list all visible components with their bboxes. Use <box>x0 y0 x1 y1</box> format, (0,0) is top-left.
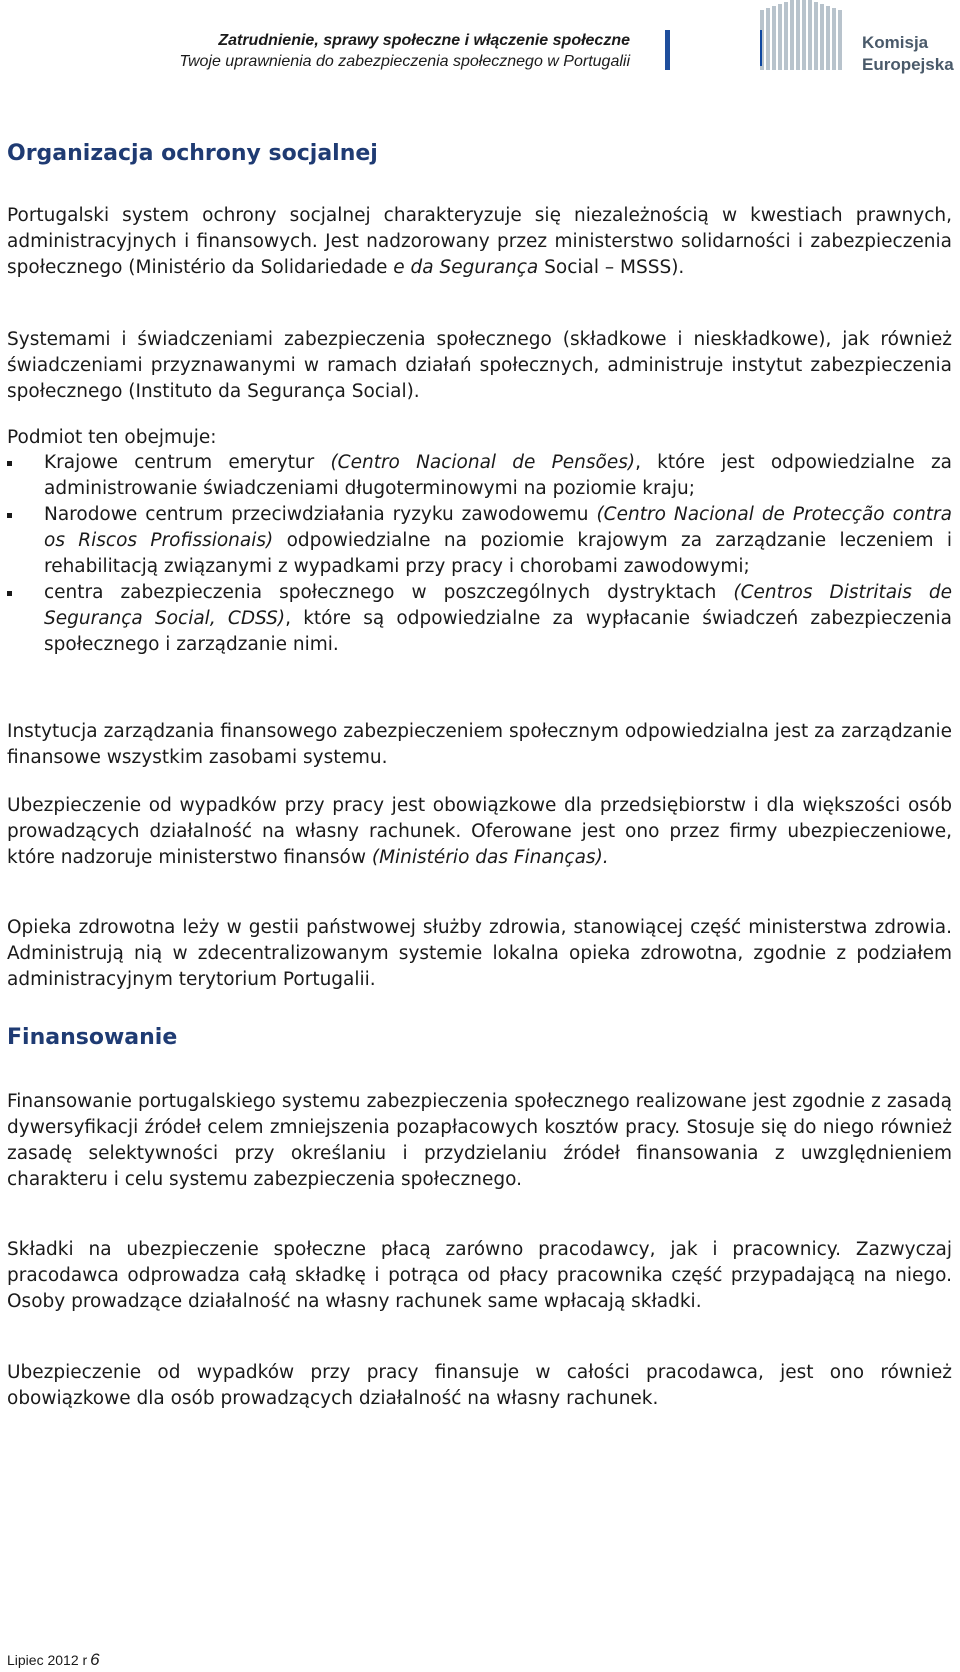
paragraph-system-overview: Portugalski system ochrony socjalnej charakteryzuje się niezależnością w kwestiach prawnych, administracyjnych i finansowych. Jest nadzorowany przez ministerstwo solidarności i zabezpieczenia społecznego (Ministério da Solidariedade e da Segurança Social – MSSS). <box>7 205 952 278</box>
eu-flag-icon <box>760 30 762 66</box>
bullet-icon <box>7 591 12 596</box>
bullet-icon <box>7 513 12 518</box>
page-number: 6 <box>90 1650 100 1669</box>
document-header <box>179 30 630 72</box>
paragraph-accident-insurance: Ubezpieczenie od wypadków przy pracy jest obowiązkowe dla przedsiębiorstw i dla większości osób prowadzących działalność na własny rachunek. Oferowane jest ono przez firmy ubezpieczeniowe, które nadzoruje ministerstwo finansów (Ministério das Finanças). <box>7 795 952 868</box>
paragraph-contributions: Składki na ubezpieczenie społeczne płacą zarówno pracodawcy, jak i pracownicy. Zazwyczaj pracodawca odprowadza całą składkę i potrąca od płacy pracownika część przypadającą na niego. Osoby prowadzące działalność na własny rachunek same wpłacają składki. <box>7 1239 952 1312</box>
paragraph-healthcare: Opieka zdrowotna leży w gestii państwowej służby zdrowia, stanowiącej część ministerstwa zdrowia. Administrują nią w zdecentralizowanym systemie lokalna opieka zdrowotna, zgodnie z podziałem administracyjnym terytorium Portugalii. <box>7 917 952 990</box>
paragraph-financial-management: Instytucja zarządzania finansowego zabezpieczeniem społecznym odpowiedzialna jest za zarządzanie finansowe wszystkim zasobami systemu. <box>7 721 952 768</box>
footer-date: Lipiec 2012 r <box>7 1652 88 1668</box>
header-title: Zatrudnienie, sprawy społeczne i włączenie społeczne <box>218 32 630 49</box>
paragraph-accident-financing: Ubezpieczenie od wypadków przy pracy finansuje w całości pracodawca, jest ono również obowiązkowe dla osób prowadzących działalność na własny rachunek. <box>7 1362 952 1409</box>
paragraph-financing-principles: Finansowanie portugalskiego systemu zabezpieczenia społecznego realizowane jest zgodnie z zasadą dywersyfikacji źródeł celem zmniejszenia pozapłacowych kosztów pracy. Stosuje się do niego również zasadę selektywności przy określaniu i przydzielaniu źródeł finansowania z uwzględnieniem charakteru i celu systemu zabezpieczenia społecznego. <box>7 1091 952 1190</box>
list-item: centra zabezpieczenia społecznego w poszczególnych dystryktach (Centros Distritais de Segurança Social, CDSS), które są odpowiedzialne za wypłacanie świadczeń zabezpieczenia społecznego i zarządzanie nimi. <box>7 580 952 658</box>
section-title-financing: Finansowanie <box>7 1025 178 1050</box>
page-footer <box>7 1650 100 1670</box>
section-title-organization: Organizacja ochrony socjalnej <box>7 141 378 166</box>
list-item: Krajowe centrum emerytur (Centro Nacional de Pensões), które jest odpowiedzialne za administrowanie świadczeniami długoterminowymi na poziomie kraju; <box>7 450 952 502</box>
list-item: Narodowe centrum przeciwdziałania ryzyku zawodowemu (Centro Nacional de Protecção contra os Riscos Profissionais) odpowiedzialne na poziomie krajowym za zarządzanie leczeniem i rehabilitacją związanymi z wypadkami przy pracy i chorobami zawodowymi; <box>7 502 952 580</box>
institutions-list <box>7 450 952 658</box>
header-divider <box>665 30 670 70</box>
paragraph-institute: Systemami i świadczeniami zabezpieczenia społecznego (składkowe i nieskładkowe), jak również świadczeniami przyznawanymi w ramach działań społecznych, administruje instytut zabezpieczenia społecznego (Instituto da Segurança Social). <box>7 329 952 402</box>
bullet-icon <box>7 461 12 466</box>
paragraph-includes: Podmiot ten obejmuje: <box>7 427 217 448</box>
header-subtitle: Twoje uprawnienia do zabezpieczenia społecznego w Portugalii <box>179 53 630 70</box>
logo-text: Komisja Europejska <box>862 33 954 74</box>
